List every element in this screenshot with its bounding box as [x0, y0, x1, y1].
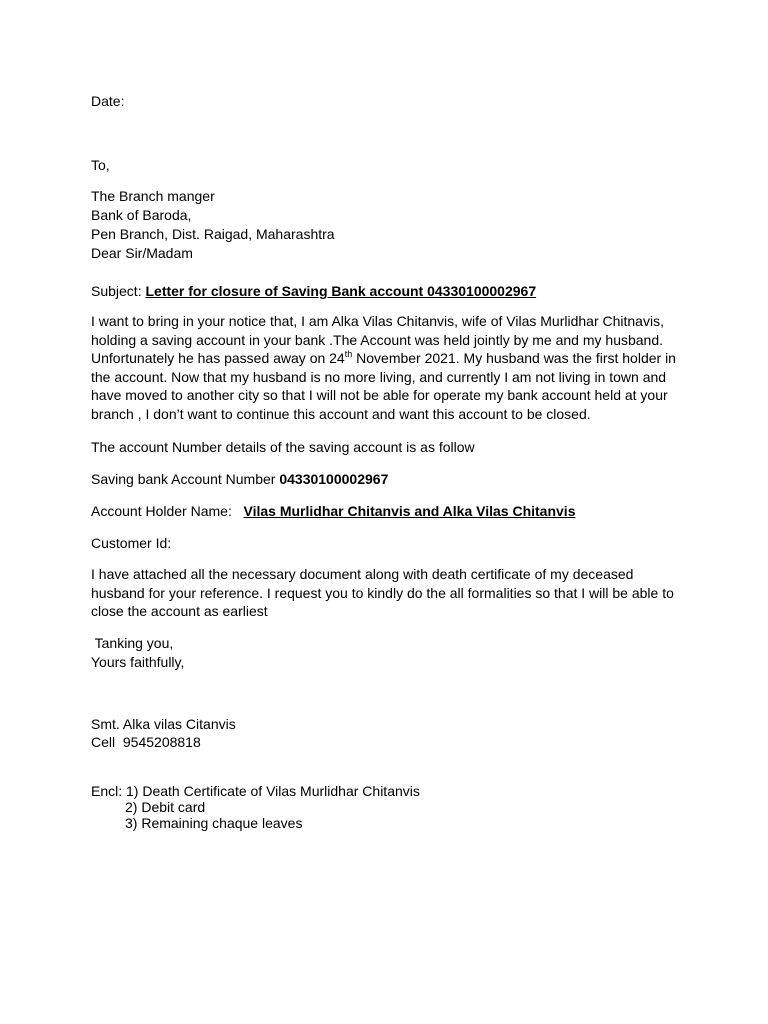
attachment-line-2: husband for your reference. I request you to kindly do the all formalities so that I will be able to — [91, 584, 674, 601]
account-intro: The account Number details of the saving account is as follow — [91, 439, 475, 455]
attachment-line-1: I have attached all the necessary document along with death certificate of my deceased — [91, 566, 634, 582]
account-number-label: Saving bank Account Number — [91, 471, 280, 487]
attachment-line-3: close the account as earliest — [91, 603, 268, 620]
body-line-3-start: Unfortunately he has passed away on 24 — [91, 350, 345, 367]
recipient-bank: Bank of Baroda, — [91, 207, 192, 223]
subject-text: Letter for closure of Saving Bank account 04330100002967 — [145, 283, 537, 299]
account-holder-label: Account Holder Name: — [91, 503, 244, 519]
attachment-paragraph — [91, 565, 681, 621]
account-holder-line — [91, 502, 575, 520]
enclosure-item-1: Encl: 1) Death Certificate of Vilas Murlidhar Chitanvis — [91, 783, 420, 799]
date-label: Date: — [91, 93, 125, 109]
customer-id-label: Customer Id: — [91, 535, 172, 551]
salutation: Dear Sir/Madam — [91, 245, 193, 261]
body-line-2: holding a saving account in your bank .The Account was held jointly by me and my husband. — [91, 331, 664, 348]
subject-label: Subject: — [91, 283, 146, 299]
sender-name: Smt. Alka vilas Citanvis — [91, 716, 236, 732]
closing-sign-off: Yours faithfully, — [91, 654, 185, 670]
body-line-5: have moved to another city so that I will not be able for operate my bank account held at your — [91, 387, 668, 404]
sender-cell: Cell 9545208818 — [91, 734, 201, 750]
recipient-branch: Pen Branch, Dist. Raigad, Maharashtra — [91, 226, 335, 242]
subject-line — [91, 282, 536, 300]
account-number-value: 04330100002967 — [279, 471, 389, 487]
body-line-1: I want to bring in your notice that, I am Alka Vilas Chitanvis, wife of Vilas Murlidhar Chitnavis, — [91, 313, 664, 329]
account-holder-value: Vilas Murlidhar Chitanvis and Alka Vilas Chitanvis — [243, 503, 576, 519]
body-line-4: the account. Now that my husband is no more living, and currently I am not living in town and — [91, 368, 667, 385]
enclosure-item-3: 3) Remaining chaque leaves — [125, 815, 303, 831]
closing-thanks: Tanking you, — [91, 635, 174, 651]
ordinal-suffix: th — [344, 348, 353, 359]
body-line-3 — [91, 349, 681, 368]
recipient-title: The Branch manger — [91, 188, 215, 204]
account-number-line — [91, 470, 388, 488]
body-paragraph — [91, 312, 681, 424]
body-line-6: branch , I don’t want to continue this account and want this account to be closed. — [91, 405, 591, 422]
enclosure-item-2: 2) Debit card — [125, 799, 206, 815]
to-label: To, — [91, 157, 110, 173]
body-line-3-end: November 2021. My husband was the first holder in — [352, 350, 676, 367]
